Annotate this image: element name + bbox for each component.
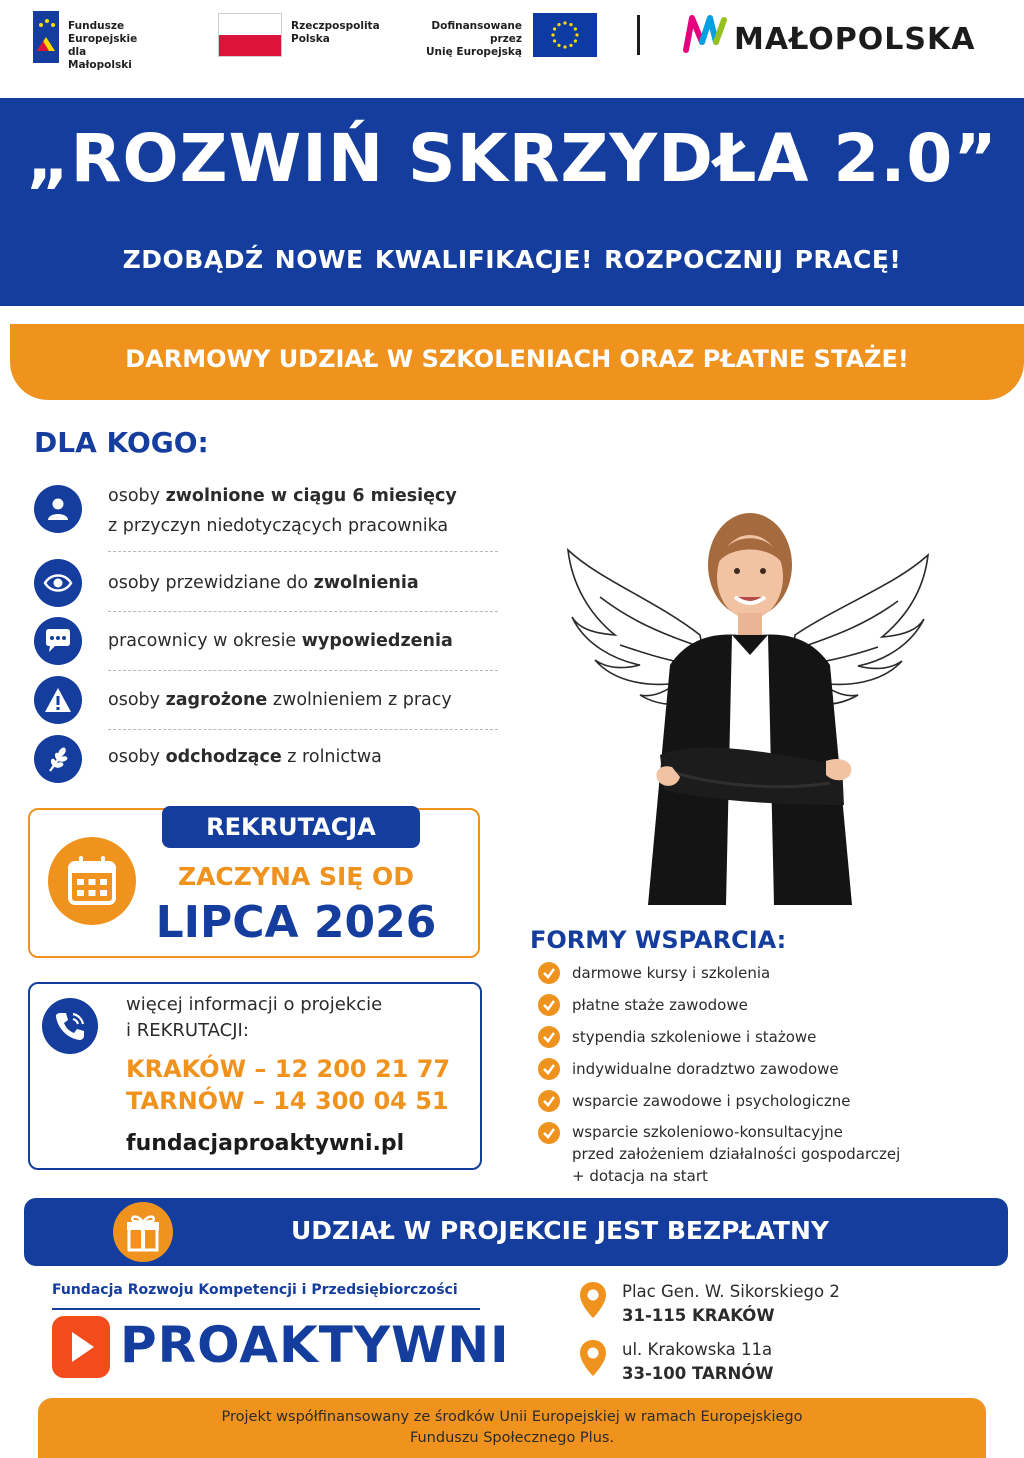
support-item: płatne staże zawodowe [572, 996, 748, 1014]
recruitment-start-date: LIPCA 2026 [155, 897, 437, 948]
divider [108, 611, 498, 612]
gift-icon [113, 1202, 173, 1262]
check-icon [538, 1122, 560, 1144]
divider [108, 670, 498, 671]
check-icon [538, 1090, 560, 1112]
target-item-bold: wypowiedzenia [301, 631, 453, 651]
page-title: „ROZWIŃ SKRZYDŁA 2.0” [26, 120, 998, 197]
phone-krakow[interactable]: KRAKÓW – 12 200 21 77 [126, 1055, 451, 1083]
organization-name: Fundacja Rozwoju Kompetencji i Przedsiębiorczości [52, 1282, 458, 1298]
target-group-item [108, 481, 457, 541]
support-item: darmowe kursy i szkolenia [572, 964, 771, 982]
eye-icon [34, 559, 82, 607]
target-group-item [108, 742, 382, 772]
organization-divider [52, 1308, 480, 1310]
divider [108, 729, 498, 730]
organization-brand: PROAKTYWNI [120, 1316, 510, 1374]
page-subtitle: ZDOBĄDŹ NOWE KWALIFIKACJE! ROZPOCZNIJ PRACĘ! [122, 245, 902, 274]
support-item-line1: wsparcie szkoleniowo-konsultacyjne [572, 1123, 843, 1141]
target-item-bold: zagrożone [165, 690, 268, 710]
target-item-text-line2: z przyczyn niedotyczących pracownika [108, 516, 449, 536]
check-icon [538, 994, 560, 1016]
eu-logo-line2: Unię Europejską [426, 46, 522, 58]
cofinancing-line1: Projekt współfinansowany ze środków Unii Europejskiej w ramach Europejskiego [221, 1409, 803, 1425]
eu-logo-line1: Dofinansowane przez [431, 20, 522, 45]
address-city: 31-115 KRAKÓW [622, 1306, 775, 1325]
free-training-banner-text: DARMOWY UDZIAŁ W SZKOLENIACH ORAZ PŁATNE STAŻE! [125, 345, 909, 373]
contact-info [126, 992, 450, 1114]
rp-logo-line1: Rzeczpospolita [291, 20, 380, 32]
target-item-bold: zwolnione w ciągu 6 miesięcy [165, 486, 457, 506]
target-item-bold: odchodzące [165, 747, 282, 767]
contact-info-line2: i REKRUTACJI: [126, 1020, 249, 1041]
location-pin-icon [578, 1280, 608, 1320]
rp-logo-line2: Polska [291, 33, 330, 45]
target-item-text-end: z rolnictwa [281, 747, 382, 767]
european-funds-logo-icon [33, 11, 59, 63]
free-participation-text: UDZIAŁ W PROJEKCIE JEST BEZPŁATNY [290, 1216, 829, 1245]
target-item-text: osoby [108, 690, 166, 710]
cofinancing-line2: Funduszu Społecznego Plus. [409, 1430, 615, 1446]
businesswoman-with-wings-image [560, 505, 940, 905]
target-group-item [108, 568, 419, 598]
warning-icon [34, 676, 82, 724]
chat-icon [34, 617, 82, 665]
target-group-heading: DLA KOGO: [34, 426, 209, 459]
contact-info-line1: więcej informacji o projekcie [126, 994, 383, 1015]
target-group-item [108, 685, 452, 715]
support-forms-heading: FORMY WSPARCIA: [530, 926, 787, 954]
check-icon [538, 1058, 560, 1080]
support-item: stypendia szkoleniowe i stażowe [572, 1028, 817, 1046]
recruitment-tab: REKRUTACJA [162, 806, 420, 848]
support-item: indywidualne doradztwo zawodowe [572, 1060, 839, 1078]
fe-logo-line1: Fundusze Europejskie [68, 20, 138, 45]
target-item-text-end: zwolnieniem z pracy [267, 690, 452, 710]
rp-logo-text [291, 20, 380, 46]
support-item: wsparcie zawodowe i psychologiczne [572, 1092, 851, 1110]
eu-logo-text [402, 20, 522, 59]
logo-divider [637, 15, 640, 55]
eu-flag-icon [533, 13, 597, 57]
target-item-text: osoby przewidziane do [108, 573, 314, 593]
address-tarnow [622, 1338, 773, 1386]
address-city: 33-100 TARNÓW [622, 1364, 774, 1383]
fe-logo-line2: dla Małopolski [68, 46, 132, 71]
address-street: Plac Gen. W. Sikorskiego 2 [622, 1282, 840, 1301]
target-item-bold: zwolnienia [313, 573, 419, 593]
support-item-line2: przed założeniem działalności gospodarczej [572, 1145, 901, 1163]
polish-flag-icon [218, 13, 282, 57]
target-item-text: osoby [108, 747, 166, 767]
malopolska-logo-icon [682, 12, 728, 54]
fe-logo-text [68, 20, 137, 72]
address-street: ul. Krakowska 11a [622, 1340, 773, 1359]
check-icon [538, 962, 560, 984]
phone-tarnow[interactable]: TARNÓW – 14 300 04 51 [126, 1087, 449, 1115]
play-logo-icon [52, 1316, 110, 1378]
divider [108, 551, 498, 552]
phone-icon [42, 998, 98, 1054]
support-item-line3: + dotacja na start [572, 1167, 708, 1185]
target-item-text: pracownicy w okresie [108, 631, 302, 651]
malopolska-text: MAŁOPOLSKA [734, 22, 976, 57]
target-group-item [108, 626, 453, 656]
address-krakow [622, 1280, 840, 1328]
cofinancing-text [38, 1407, 986, 1449]
person-icon [34, 485, 82, 533]
wheat-icon [34, 735, 82, 783]
calendar-icon [48, 837, 136, 925]
target-item-text: osoby [108, 486, 166, 506]
recruitment-start-label: ZACZYNA SIĘ OD [177, 862, 415, 891]
check-icon [538, 1026, 560, 1048]
support-item-multiline [572, 1121, 900, 1187]
location-pin-icon [578, 1338, 608, 1378]
website-link[interactable]: fundacjaproaktywni.pl [126, 1131, 405, 1156]
